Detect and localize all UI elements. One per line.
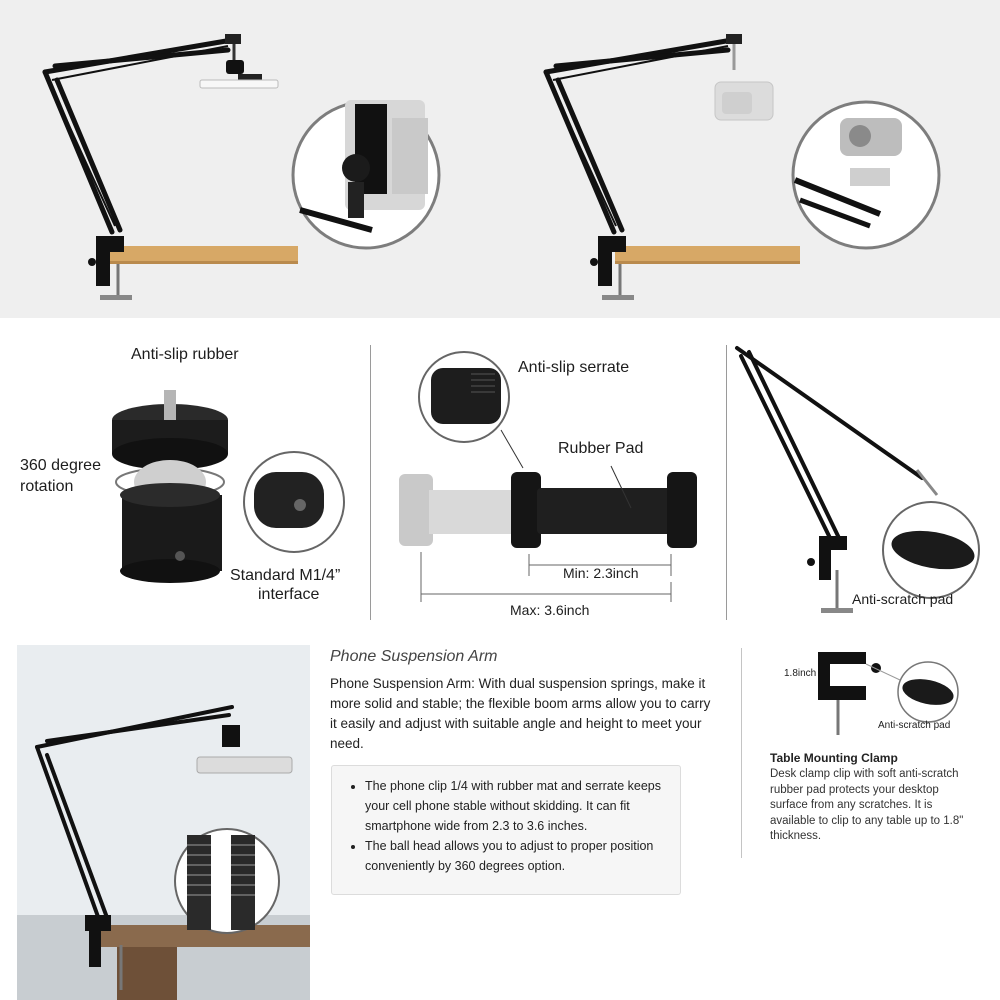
phone xyxy=(197,757,292,773)
desk-board xyxy=(615,246,800,263)
rubber-pad-label: Rubber Pad xyxy=(558,440,644,457)
max-width-label: Max: 3.6inch xyxy=(510,602,590,618)
standard-interface-label-line1: Standard M1/4” xyxy=(230,567,341,584)
clamp-pad-label: Anti-scratch pad xyxy=(878,720,951,731)
anti-scratch-pad-label: Anti-scratch pad xyxy=(852,591,954,607)
rotation-label-line2: rotation xyxy=(20,478,74,495)
feature-bullet: • The ball head allows you to adjust to proper position conveniently by 360 degrees option. xyxy=(365,836,680,876)
thickness-label: 1.8inch xyxy=(784,668,817,679)
phone-arm-photo xyxy=(0,0,500,318)
feature-bullet-box xyxy=(331,765,681,895)
min-width-label: Min: 2.3inch xyxy=(563,565,639,581)
feature-bullet-list xyxy=(332,776,680,876)
clamp-section-title: Table Mounting Clamp xyxy=(770,751,898,765)
clamp-arm-photo xyxy=(727,330,1000,620)
webcam-arm-photo xyxy=(500,0,1000,318)
desk-arm-photo xyxy=(17,645,310,1000)
anti-slip-serrate-label: Anti-slip serrate xyxy=(518,359,630,376)
divider xyxy=(741,648,742,858)
rotation-label-line1: 360 degree xyxy=(20,457,101,474)
arm-section-title: Phone Suspension Arm xyxy=(330,648,498,665)
desk-board xyxy=(108,246,298,263)
arm-section-description: Phone Suspension Arm: With dual suspension springs, make it more solid and stable; the flexible boom arms allow you to carry it easily and adjust with suitable angle and height to meet your need. xyxy=(330,676,711,751)
anti-slip-rubber-label: Anti-slip rubber xyxy=(131,346,239,363)
standard-interface-label-line2: interface xyxy=(258,586,320,603)
feature-bullet: • The phone clip 1/4 with rubber mat and serrate keeps your cell phone stable without skidding. It can fit smartphone wide from 2.3 to 3.6 inches. xyxy=(365,776,680,836)
clamp-section-description: Desk clamp clip with soft anti-scratch rubber pad protects your desktop surface from any scratches. It is available to clip to any table up to 1.8" thickness. xyxy=(770,768,964,842)
